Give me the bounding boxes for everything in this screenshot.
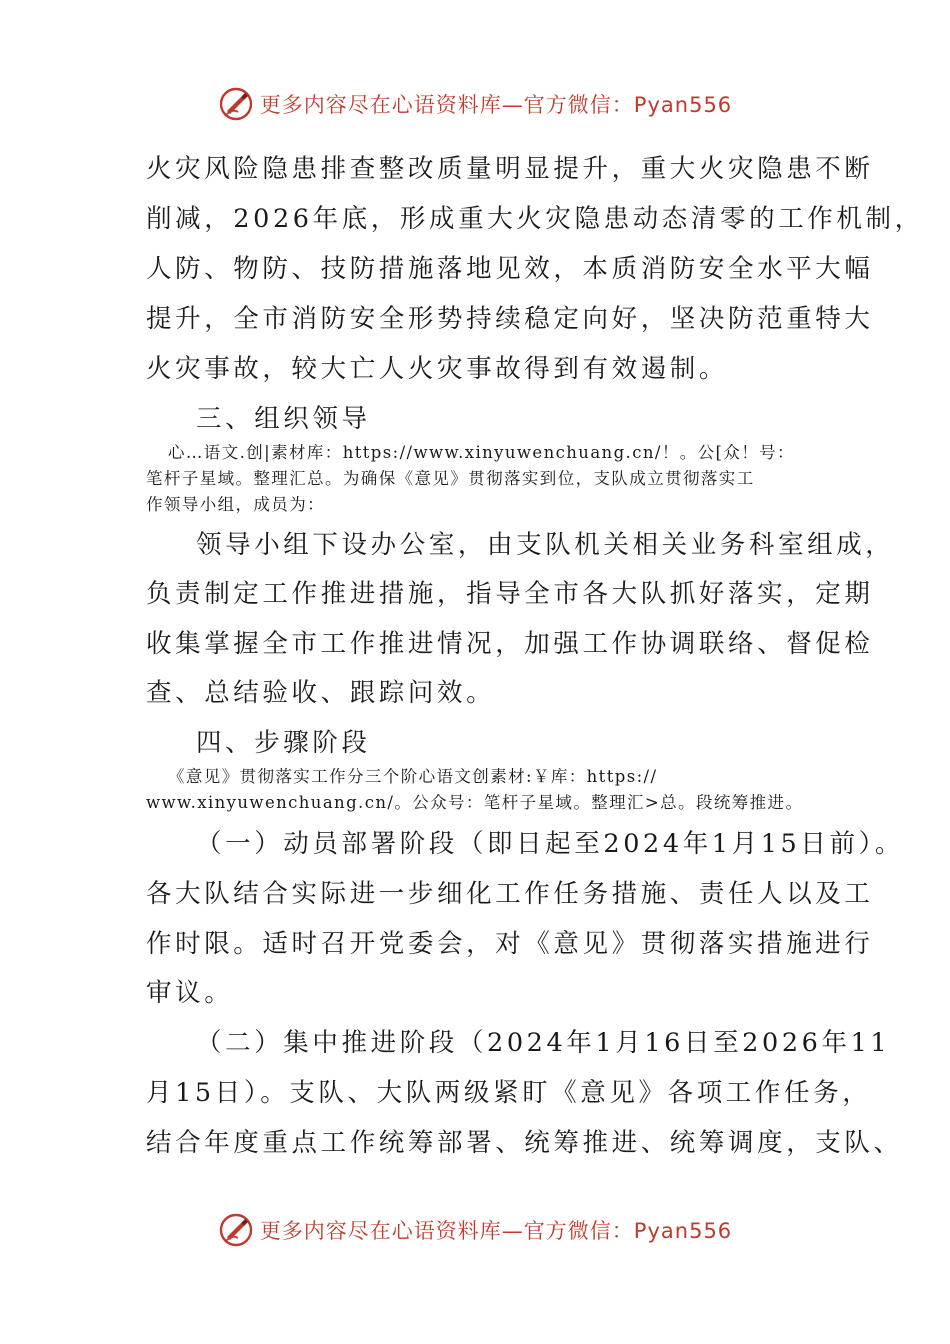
footer-banner xyxy=(0,1208,950,1252)
section-heading: 三、组织领导 xyxy=(196,404,371,434)
body-line: （一）动员部署阶段（即日起至2024年1月15日前）。 xyxy=(196,829,905,859)
header-banner xyxy=(0,82,950,126)
body-line: 审议。 xyxy=(146,978,234,1008)
watermark-note: 作领导小组，成员为： xyxy=(146,495,325,514)
footer-banner-text: 更多内容尽在心语资料库—官方微信：Pyan556 xyxy=(259,1219,733,1243)
body-line: 作时限。适时召开党委会，对《意见》贯彻落实措施进行 xyxy=(146,929,874,959)
watermark-note: www.xinyuwenchuang.cn/。公众号：笔杆子星域。整理汇>总。段统筹推进。 xyxy=(146,793,804,812)
section-heading: 四、步骤阶段 xyxy=(196,728,371,758)
body-line: （二）集中推进阶段（2024年1月16日至2026年11 xyxy=(196,1028,891,1058)
body-line: 火灾事故，较大亡人火灾事故得到有效遏制。 xyxy=(146,354,729,384)
watermark-note: 心…语文.创|素材库：https://www.xinyuwenchuang.cn/！。公[众！号： xyxy=(168,443,795,462)
header-banner-text: 更多内容尽在心语资料库—官方微信：Pyan556 xyxy=(259,93,733,117)
body-line: 收集掌握全市工作推进情况，加强工作协调联络、督促检 xyxy=(146,629,874,659)
body-line: 削减，2026年底，形成重大火灾隐患动态清零的工作机制， xyxy=(146,204,924,234)
body-line: 提升，全市消防安全形势持续稳定向好，坚决防范重特大 xyxy=(146,304,874,334)
body-line: 领导小组下设办公室，由支队机关相关业务科室组成， xyxy=(196,530,895,560)
pen-logo-icon xyxy=(218,86,254,122)
watermark-note: 笔杆子星域。整理汇总。为确保《意见》贯彻落实到位，支队成立贯彻落实工 xyxy=(146,469,755,488)
body-line: 负责制定工作推进措施，指导全市各大队抓好落实，定期 xyxy=(146,579,874,609)
body-line: 各大队结合实际进一步细化工作任务措施、责任人以及工 xyxy=(146,879,874,909)
body-line: 人防、物防、技防措施落地见效，本质消防安全水平大幅 xyxy=(146,254,874,284)
body-line: 结合年度重点工作统筹部署、统筹推进、统筹调度，支队、 xyxy=(146,1128,903,1158)
pen-logo-icon xyxy=(218,1212,254,1248)
watermark-note: 《意见》贯彻落实工作分三个阶心语文创素材:￥库：https:// xyxy=(168,767,658,786)
body-line: 火灾风险隐患排查整改质量明显提升，重大火灾隐患不断 xyxy=(146,154,874,184)
body-line: 查、总结验收、跟踪问效。 xyxy=(146,678,496,708)
body-line: 月15日）。支队、大队两级紧盯《意见》各项工作任务， xyxy=(146,1078,872,1108)
